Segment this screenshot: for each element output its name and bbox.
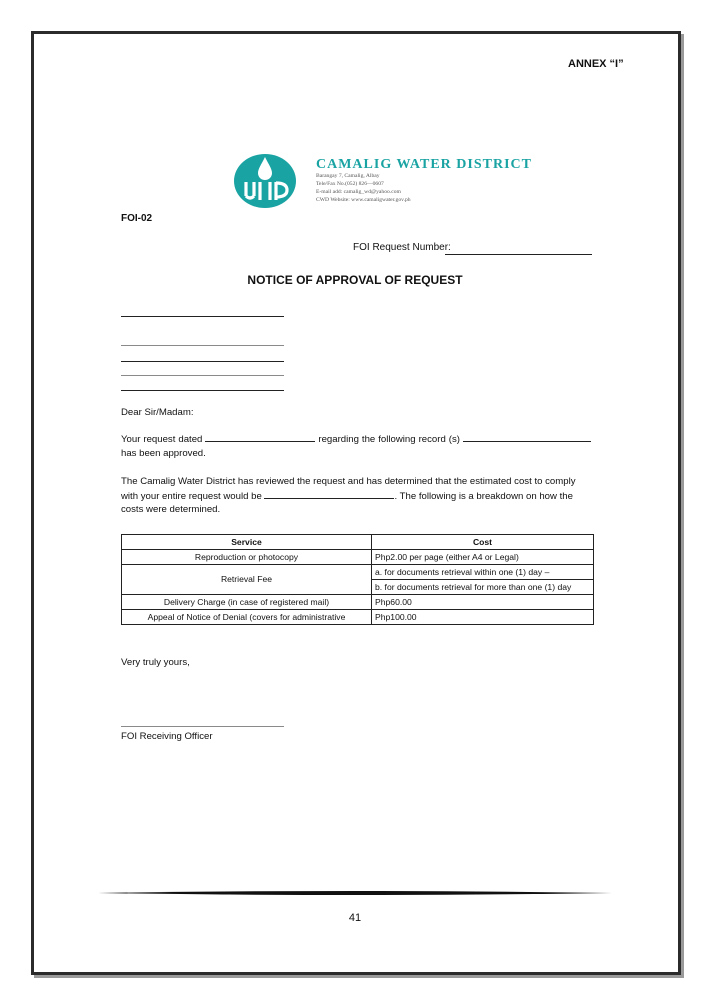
cost-breakdown-table [121,534,594,625]
address-line [121,345,284,346]
cost-cell: Php100.00 [372,610,594,625]
approval-text-2: regarding the following record (s) [318,434,460,445]
organization-address: Barangay 7, Camalig, Albay [316,173,380,179]
record-blank [463,432,591,442]
organization-phone: Tele/Fax No.(052) 826—0607 [316,181,384,187]
document-title: NOTICE OF APPROVAL OF REQUEST [247,273,463,287]
organization-website: CWD Website: www.camaligwater.gov.ph [316,197,411,203]
table-header-row [122,535,594,550]
estimated-cost-blank [264,489,394,499]
address-line [121,316,284,317]
salutation: Dear Sir/Madam: [121,407,194,418]
table-row [122,610,594,625]
approval-paragraph [121,432,591,460]
page-number: 41 [348,912,362,924]
cost-cell: a. for documents retrieval within one (1) day – [372,565,594,580]
request-number-blank [445,254,592,255]
cost-text-1: The Camalig Water District has reviewed the request and has determined that the estimated cost to comply with your entire request would be [121,476,576,502]
water-drop-logo-icon [233,152,297,210]
cost-header: Cost [372,535,594,550]
table-row [122,565,594,580]
table-row [122,595,594,610]
form-code: FOI-02 [121,213,153,224]
service-cell: Delivery Charge (in case of registered mail) [122,595,372,610]
signatory-title: FOI Receiving Officer [121,731,213,742]
signature-line [121,726,284,727]
organization-name: CAMALIG WATER DISTRICT [316,157,532,172]
annex-label: ANNEX “I” [568,58,624,70]
footer-divider [98,890,612,896]
approval-text-3: has been approved. [121,447,206,459]
cost-cell: Php2.00 per page (either A4 or Legal) [372,550,594,565]
service-cell: Reproduction or photocopy [122,550,372,565]
organization-email: E-mail add: camalig_wd@yahoo.com [316,189,401,195]
address-line [121,361,284,362]
closing-line: Very truly yours, [121,657,190,668]
cost-paragraph [121,475,591,517]
cost-text-2: . The following is a breakdown on how the costs were determined. [121,490,573,515]
approval-text-1: Your request dated [121,434,203,445]
service-cell: Appeal of Notice of Denial (covers for administrative [122,610,372,625]
request-number-label: FOI Request Number: [353,242,451,253]
request-date-blank [205,432,315,442]
address-line [121,375,284,376]
table-row [122,550,594,565]
cost-cell: Php60.00 [372,595,594,610]
address-line [121,390,284,391]
service-header: Service [122,535,372,550]
service-cell: Retrieval Fee [122,565,372,595]
cost-cell: b. for documents retrieval for more than one (1) day [372,580,594,595]
